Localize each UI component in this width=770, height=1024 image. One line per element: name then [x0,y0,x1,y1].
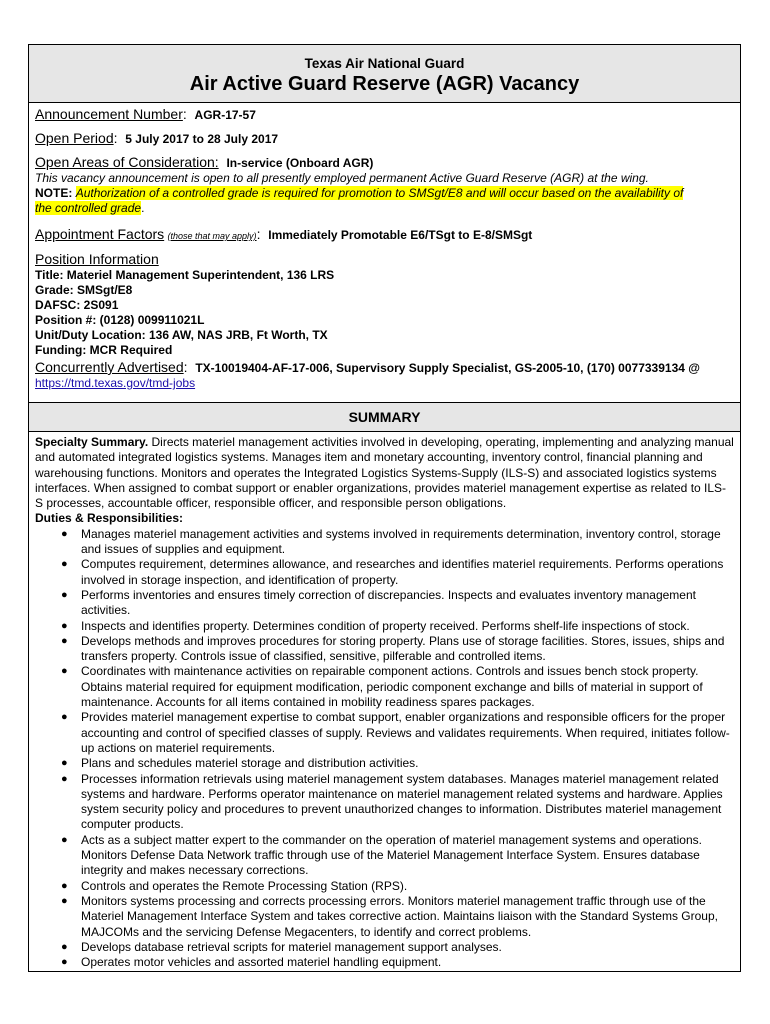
specialty-summary-label: Specialty Summary. [35,435,149,449]
bullet-icon: ● [61,619,68,632]
list-item: ● Processes information retrievals using materiel management system databases. Manages materiel management related systems and hardware. Performs operator maintenance on materiel management related systems and hardware. Applies system security policy and procedures to prevent unauthorized changes to information. Distributes materiel management computer products. [61,771,723,832]
bullet-icon: ● [61,711,68,724]
summary-heading: SUMMARY [29,402,740,432]
areas-label: Open Areas of Consideration: [35,154,219,170]
appointment-label: Appointment Factors [35,226,165,242]
organization-name: Texas Air National Guard [304,56,465,71]
announcement-number-label: Announcement Number [35,106,183,122]
bullet-icon: ● [61,558,68,571]
bullet-icon: ● [61,634,68,647]
list-item: ● Controls and operates the Remote Processing Station (RPS). [61,878,408,893]
page-title: Air Active Guard Reserve (AGR) Vacancy [189,73,580,95]
list-item: ● Performs inventories and ensures timely correction of discrepancies. Inspects and evaluates inventory management activities. [61,587,696,618]
open-period-label: Open Period [35,130,114,146]
bullet-icon: ● [61,772,68,785]
bullet-icon: ● [61,956,68,969]
position-section-label: Position Information [35,251,159,267]
bullet-icon: ● [61,940,68,953]
list-item: ● Acts as a subject matter expert to the commander on the operation of materiel management systems and operations. Monitors Defense Data Network traffic through use of the Materiel Management Interface System. Ensures database integrity and makes necessary corrections. [61,832,702,878]
list-item: ● Provides materiel management expertise to combat support, enabler organizations and responsible officers for the proper accounting and control of specified classes of supply. Reviews and validates requirements. When required, initiates follow-up actions on materiel requirements. [61,710,730,755]
open-period-value: 5 July 2017 to 28 July 2017 [125,132,279,146]
note-text-2: the controlled grade [35,201,142,215]
bullet-icon: ● [61,757,68,770]
title-box [29,45,740,103]
list-item: ● Plans and schedules materiel storage and distribution activities. [61,756,419,771]
duties-list [35,527,734,971]
list-item: ● Develops database retrieval scripts for materiel management support analyses. [61,939,502,954]
list-item: ● Develops methods and improves procedures for storing property. Plans use of storage facilities. Stores, issues, ships and transfers property. Controls issue of classified, sensitive, pilferable and controlled items. [61,633,725,664]
note-label: NOTE: [35,186,73,200]
list-item: ● Computes requirement, determines allowance, and researches and identifies materiel requirements. Performs operations involved in storage inspection, and identification of property. [61,557,724,587]
summary-section [29,432,740,970]
concurrent-label: Concurrently Advertised [35,359,184,375]
bullet-icon: ● [61,665,68,678]
bullet-icon: ● [61,833,68,846]
bullet-icon: ● [61,894,68,907]
position-dafsc: DAFSC: 2S091 [35,298,119,312]
areas-value: In-service (Onboard AGR) [226,156,374,170]
list-item: ● Operates motor vehicles and assorted materiel handling equipment. [61,955,442,970]
position-grade: Grade: SMSgt/E8 [35,283,133,297]
list-item: ● Inspects and identifies property. Determines condition of property received. Performs shelf-life inspections of stock. [61,618,690,633]
concurrent-value: TX-10019404-AF-17-006, Supervisory Supply Specialist, GS-2005-10, (170) 0077339134 @ [195,361,700,375]
bullet-icon: ● [61,879,68,892]
areas-description: This vacancy announcement is open to all presently employed permanent Active Guard Reserve (AGR) at the wing. [35,171,649,185]
note: NOTE: Authorization of a controlled grade is required for promotion to SMSgt/E8 and will occur based on the availability of the controlled grade. [35,186,684,215]
tmd-jobs-link[interactable]: https://tmd.texas.gov/tmd-jobs [35,376,196,390]
specialty-summary-text: Directs materiel management activities involved in developing, operating, implementing and analyzing manual and automated integrated logistics systems. Manages item and monetary accounting, inventory control, financial planning and warehousing functions. Monitors and operates the Integrated Logistics Systems-Supply (ILS-S) and associated logistics systems interfaces. When assigned to combat support or enabler organizations, provides materiel management expertise as related to ILS-S processes, accountable officer, responsible officer, and responsible person obligations. [35,435,734,511]
position-number: Position #: (0128) 009911021L [35,313,205,327]
bullet-icon: ● [61,527,68,540]
bullet-icon: ● [61,588,68,601]
position-funding: Funding: MCR Required [35,343,173,357]
list-item: ● Monitors systems processing and corrects processing errors. Monitors materiel management traffic through use of the Materiel Management Interface System and takes corrective action. Maintains liaison with the Standard Systems Group, MAJCOMs and the servicing Defense Megacenters, to identify and correct problems. [61,893,718,939]
position-title: Title: Materiel Management Superintendent, 136 LRS [35,268,335,282]
announcement-info: Announcement Number: AGR-17-57 Open Period: 5 July 2017 to 28 July 2017 Open Areas of Consideration: In-service (Onboard AGR) This vacancy announcement is open to all presently employed permanent Active Guard Reserve (AGR) at the wing. NOTE: Authorization of a controlled grade is required for promotion to SMSgt/E8 and will occur based on the availability of the controlled grade. Appointment Factors (those that may apply): Immediately Promotable E6/TSgt to E-8/SMSgt Position Information Title: Materiel Management Superintendent, 136 LRS Grade: SMSgt/E8 DAFSC: 2S091 Position #: (0128) 009911021L Unit/Duty Location: 136 AW, NAS JRB, Ft Worth, TX Funding: MCR Required Concurrently Advertised: TX-10019404-AF-17-006, Supervisory Supply Specialist, GS-2005-10, (170) 0077339134 @ https://tmd.texas.gov/tmd-jobs [29,103,740,391]
appointment-qualifier: (those that may apply) [167,231,257,241]
vacancy-document [28,44,741,972]
duties-label: Duties & Responsibilities: [35,511,184,526]
appointment-value: Immediately Promotable E6/TSgt to E-8/SMSgt [268,228,533,242]
list-item: ● Coordinates with maintenance activities on repairable component actions. Controls and issues bench stock property. Obtains material required for equipment modification, periodic component exchange and bills of material in support of maintenance. Accounts for all items contained in mobility readiness spares packages. [61,664,703,710]
announcement-number-value: AGR-17-57 [194,108,256,122]
position-location: Unit/Duty Location: 136 AW, NAS JRB, Ft Worth, TX [35,328,328,342]
note-text-1: Authorization of a controlled grade is required for promotion to SMSgt/E8 and will occur based on the availability of [75,186,684,200]
list-item: ● Manages materiel management activities and systems involved in requirements determination, inventory control, storage and issues of supplies and equipment. [61,526,721,557]
